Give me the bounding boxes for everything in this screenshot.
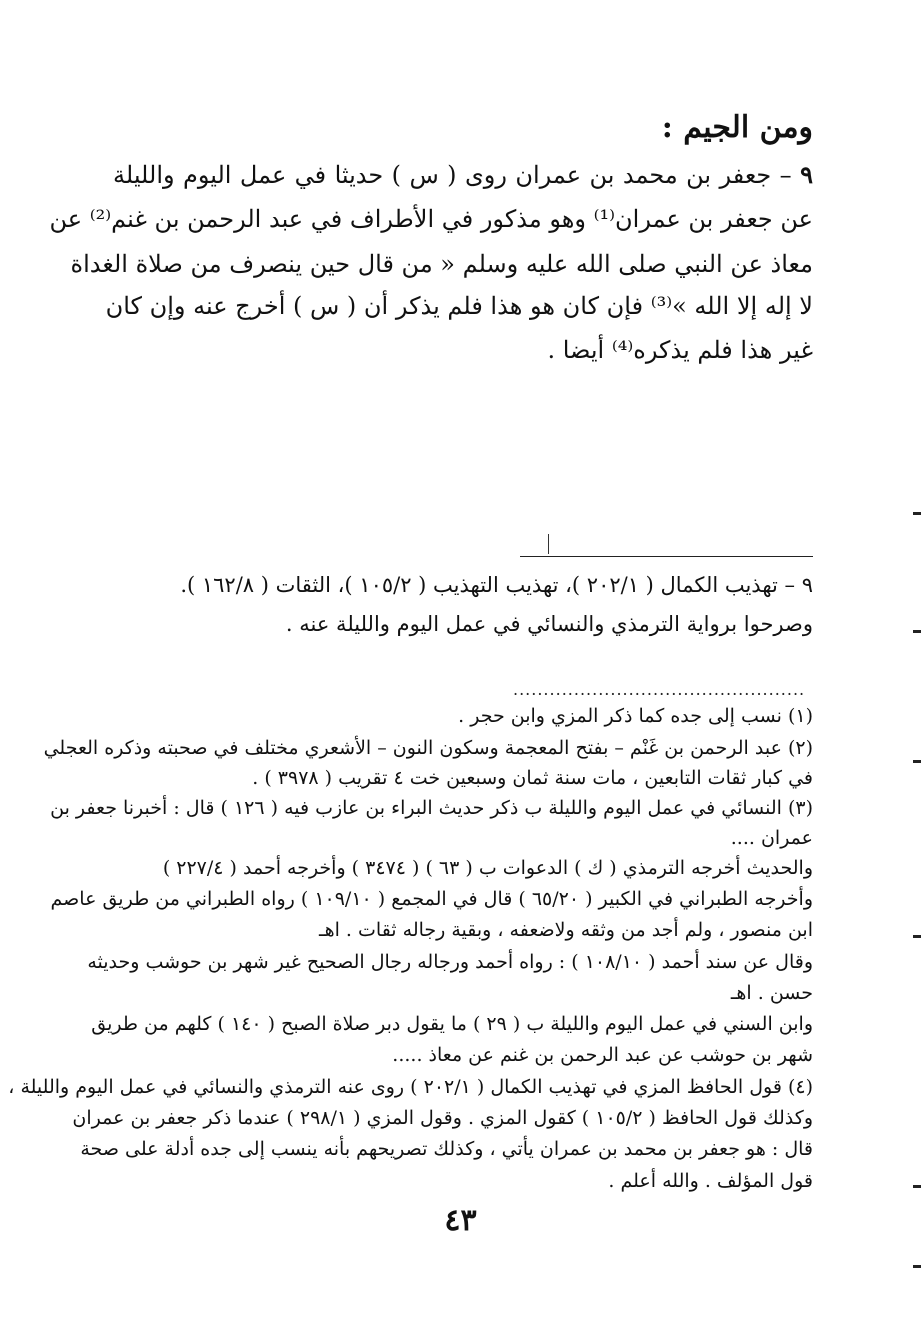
editor-note-line: وصرحوا برواية الترمذي والنسائي في عمل اليوم والليلة عنه .	[285, 612, 813, 636]
divider-tick	[548, 534, 549, 554]
footnote-divider	[520, 556, 813, 557]
scan-edge-mark	[913, 512, 921, 515]
footnote-line: في كبار ثقات التابعين ، مات سنة ثمان وسبعين خت ٤ تقريب ( ٣٩٧٨ ) .	[252, 767, 813, 789]
footnote-line: عمران ....	[730, 827, 813, 849]
footnote-line: شهر بن حوشب عن عبد الرحمن بن غنم عن معاذ .....	[392, 1044, 813, 1066]
footnote-line: قال : هو جعفر بن محمد بن عمران يأتي ، وكذلك تصريحهم بأنه ينسب إلى جده أدلة على صحة	[80, 1138, 813, 1160]
scan-edge-mark	[913, 935, 921, 938]
footnote-line: (٢) عبد الرحمن بن غَنْم – بفتح المعجمة وسكون النون – الأشعري مختلف في صحبته وذكره العجلي	[43, 737, 813, 759]
footnote-line: وقال عن سند أحمد ( ١٠٨/١٠ ) : رواه أحمد ورجاله رجال الصحيح غير شهر بن حوشب وحديثه	[87, 951, 813, 973]
footnote-line: قول المؤلف . والله أعلم .	[608, 1170, 813, 1192]
page-number: ٤٣	[444, 1203, 477, 1238]
entry-line-text: – جعفر بن محمد بن عمران روى ( س ) حديثا في عمل اليوم والليلة	[113, 161, 792, 189]
entry-line: غير هذا فلم يذكره⁽⁴⁾ أيضا .	[547, 336, 813, 364]
editor-note-line: ٩ – تهذيب الكمال ( ٢٠٢/١ )، تهذيب التهذيب ( ١٠٥/٢ )، الثقات ( ١٦٢/٨ ).	[180, 573, 813, 597]
footnote-line: (٤) قول الحافظ المزي في تهذيب الكمال ( ٢٠٢/١ ) روى عنه الترمذي والنسائي في عمل اليوم والليلة ،	[8, 1076, 813, 1098]
entry-line: عن جعفر بن عمران⁽¹⁾ وهو مذكور في الأطراف في عبد الرحمن بن غنم⁽²⁾ عن	[49, 205, 813, 233]
scan-edge-mark	[913, 760, 921, 763]
scan-edge-mark	[913, 1185, 921, 1188]
entry-line: معاذ عن النبي صلى الله عليه وسلم « من قال حين ينصرف من صلاة الغداة	[70, 250, 813, 278]
section-heading: ومن الجيم :	[661, 110, 813, 145]
entry-line: لا إله إلا الله »⁽³⁾ فإن كان هو هذا فلم يذكر أن ( س ) أخرج عنه وإن كان	[105, 292, 813, 320]
footnote-line: وكذلك قول الحافظ ( ١٠٥/٢ ) كقول المزي . وقول المزي ( ٢٩٨/١ ) عندما ذكر جعفر بن عمران	[72, 1107, 813, 1129]
footnote-line: حسن . اهـ	[730, 982, 813, 1004]
footnote-line: وأخرجه الطبراني في الكبير ( ٦٥/٢٠ ) قال في المجمع ( ١٠٩/١٠ ) رواه الطبراني من طريق عاصم	[50, 888, 813, 910]
footnote-line: وابن السني في عمل اليوم والليلة ب ( ٢٩ ) ما يقول دبر صلاة الصبح ( ١٤٠ ) كلهم من طريق	[91, 1013, 813, 1035]
entry-number: ٩	[800, 160, 813, 189]
footnote-line: ابن منصور ، ولم أجد من وثقه ولاضعفه ، وبقية رجاله ثقات . اهـ	[319, 919, 813, 941]
footnote-line: والحديث أخرجه الترمذي ( ك ) الدعوات ب ( ٦٣ ) ( ٣٤٧٤ ) وأخرجه أحمد ( ٢٢٧/٤ )	[162, 857, 813, 879]
scan-edge-mark	[913, 630, 921, 633]
scan-edge-mark	[913, 1265, 921, 1268]
footnote-line: (١) نسب إلى جده كما ذكر المزي وابن حجر .	[458, 705, 813, 727]
entry-line	[113, 160, 813, 189]
footnote-line: (٣) النسائي في عمل اليوم والليلة ب ذكر حديث البراء بن عازب فيه ( ١٢٦ ) قال : أخبرنا جعفر بن	[50, 797, 813, 819]
dotted-separator: ................................................	[513, 680, 806, 699]
